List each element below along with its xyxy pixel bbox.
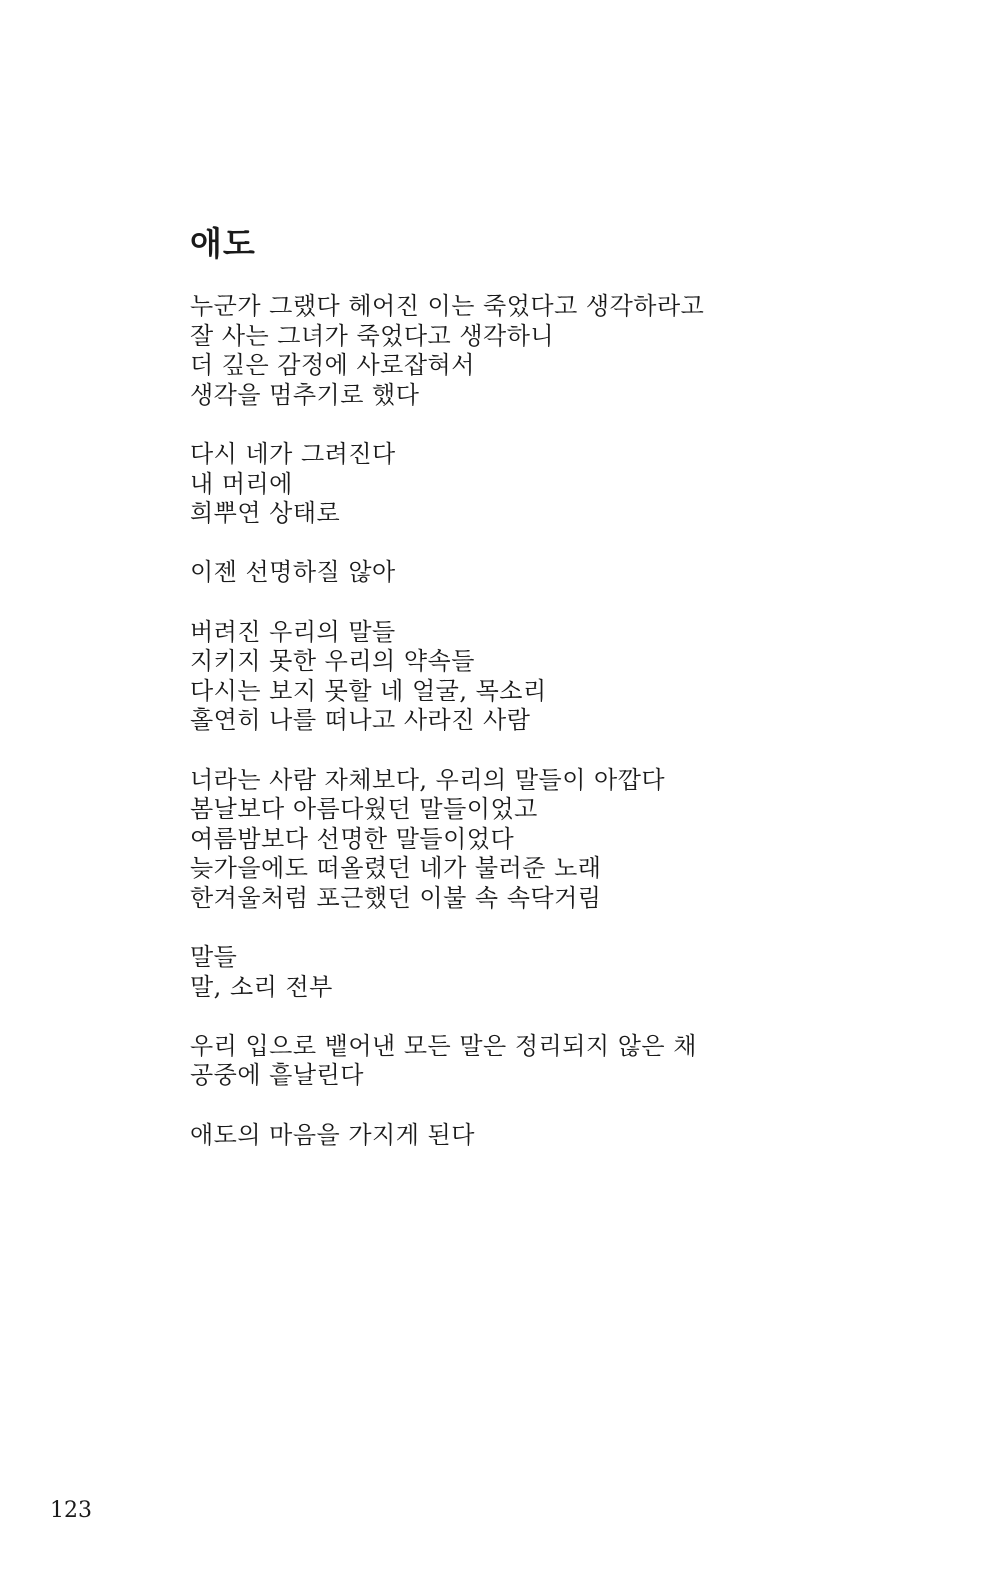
poem-line: 다시 네가 그려진다: [190, 439, 396, 468]
poem-body: [190, 292, 910, 1180]
poem-line: 더 깊은 감정에 사로잡혀서: [190, 351, 475, 380]
stanza: [190, 1121, 910, 1151]
poem-line: 공중에 흩날린다: [190, 1061, 364, 1090]
stanza: [190, 558, 910, 588]
poem-line: 홀연히 나를 떠나고 사라진 사람: [190, 706, 531, 735]
poem-line: 여름밤보다 선명한 말들이었다: [190, 824, 515, 853]
page-number: 123: [50, 1498, 92, 1523]
poem-line: 잘 사는 그녀가 죽었다고 생각하니: [190, 321, 555, 350]
poem-line: 버려진 우리의 말들: [190, 617, 396, 646]
stanza: [190, 1032, 910, 1091]
poem-line: 봄날보다 아름다웠던 말들이었고: [190, 795, 538, 824]
poem-line: 말, 소리 전부: [190, 972, 333, 1001]
poem-line: 지키지 못한 우리의 약속들: [190, 647, 475, 676]
poem-line: 다시는 보지 못할 네 얼굴, 목소리: [190, 676, 547, 705]
poem-line: 늦가을에도 떠올렸던 네가 불러준 노래: [190, 854, 602, 883]
poem-line: 너라는 사람 자체보다, 우리의 말들이 아깝다: [190, 765, 666, 794]
poem-line: 우리 입으로 뱉어낸 모든 말은 정리되지 않은 채: [190, 1031, 697, 1060]
poem-line: 말들: [190, 943, 238, 972]
poem-line: 누군가 그랬다 헤어진 이는 죽었다고 생각하라고: [190, 292, 705, 320]
poem-line: 생각을 멈추기로 했다: [190, 380, 420, 409]
stanza: [190, 618, 910, 736]
poem-line: 이젠 선명하질 않아: [190, 558, 396, 587]
stanza: [190, 292, 910, 410]
poem-line: 내 머리에: [190, 469, 293, 498]
poem-line: 애도의 마음을 가지게 된다: [190, 1120, 475, 1149]
stanza: [190, 766, 910, 914]
poem-line: 한겨울처럼 포근했던 이불 속 속닥거림: [190, 883, 602, 912]
stanza: [190, 440, 910, 529]
poem-title: 애도: [190, 224, 256, 263]
stanza: [190, 943, 910, 1002]
poem-line: 희뿌연 상태로: [190, 499, 341, 528]
